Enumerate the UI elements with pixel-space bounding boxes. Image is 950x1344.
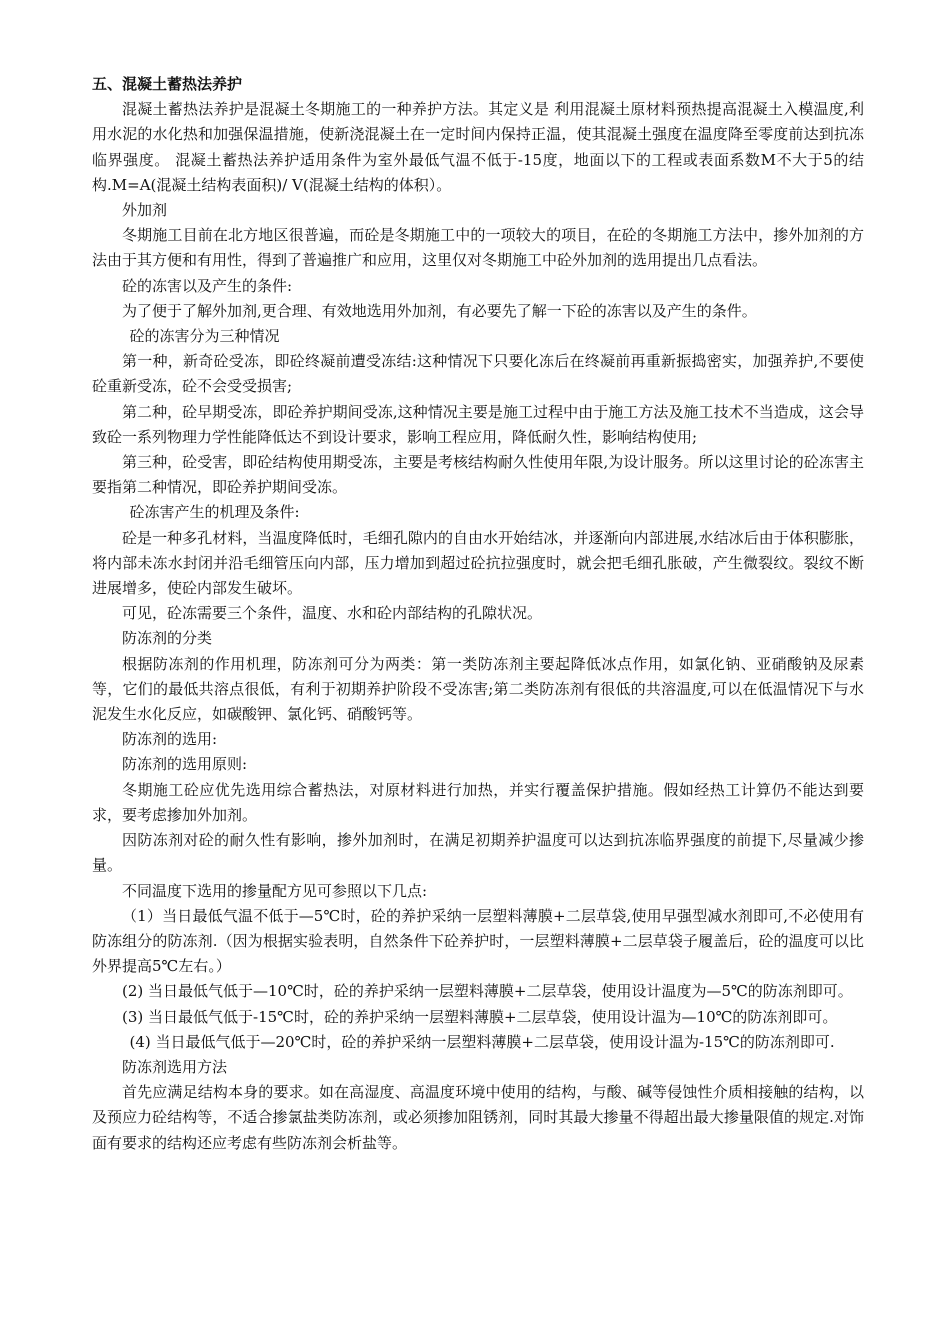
subheading-selection-principle: 防冻剂的选用原则: — [122, 755, 248, 774]
subheading-three-cases: 砼的冻害分为三种情况 — [129, 327, 280, 346]
list-item-3: (3) 当日最低气低于-15℃时，砼的养护采纳一层塑料薄膜+二层草袋，使用设计温为—10℃的防冻剂即可。 — [122, 1007, 838, 1026]
paragraph-winter-construction: 冬期施工目前在北方地区很普遍，而砼是冬期施工中的一项较大的项目，在砼的冬期施工方法中，掺外加剂的方法由于其方便和有用性，得到了普遍推广和应用，这里仅对冬期施工中砼外加剂的选用提出几点看法。 — [92, 226, 864, 270]
paragraph-case-two: 第二种，砼早期受冻，即砼养护期间受冻,这种情况主要是施工过程中由于施工方法及施工技术不当造成，这会导致砼一系列物理力学性能降低达不到设计要求，影响工程应用，降低耐久性，影响结构使用; — [92, 402, 864, 446]
document-page — [92, 72, 864, 1156]
paragraph-classification: 根据防冻剂的作用机理，防冻剂可分为两类：第一类防冻剂主要起降低冰点作用，如氯化钠、亚硝酸钠及尿素等，它们的最低共溶点很低，有利于初期养护阶段不受冻害;第二类防冻剂有很低的共溶温度,可以在低温情况下与水泥发生水化反应，如碳酸钾、氯化钙、硝酸钙等。 — [92, 654, 864, 724]
paragraph-frost-damage-intro: 为了便于了解外加剂,更合理、有效地选用外加剂，有必要先了解一下砼的冻害以及产生的条件。 — [122, 301, 757, 320]
paragraph-selection-method: 首先应满足结构本身的要求。如在高湿度、高温度环境中使用的结构，与酸、碱等侵蚀性介质相接触的结构，以及预应力砼结构等，不适合掺氯盐类防冻剂，或必须掺加阻锈剂，同时其最大掺量不得超出最大掺量限值的规定.对饰面有要求的结构还应考虑有些防冻剂会析盐等。 — [92, 1083, 864, 1152]
paragraph-dosage-intro: 不同温度下选用的掺量配方见可参照以下几点: — [122, 881, 428, 900]
list-item-4: (4) 当日最低气低于—20℃时，砼的养护采纳一层塑料薄膜+二层草袋，使用设计温为-15℃的防冻剂即可. — [129, 1032, 835, 1051]
paragraph-case-three: 第三种，砼受害，即砼结构使用期受冻，主要是考核结构耐久性使用年限,为设计服务。所以这里讨论的砼冻害主要指第二种情况，即砼养护期间受冻。 — [92, 453, 864, 497]
paragraph-three-conditions: 可见，砼冻需要三个条件，温度、水和砼内部结构的孔隙状况。 — [122, 604, 543, 623]
subheading-frost-damage: 砼的冻害以及产生的条件: — [122, 276, 293, 295]
paragraph-mechanism: 砼是一种多孔材料，当温度降低时，毛细孔隙内的自由水开始结冰，并逐渐向内部进展,水结冰后由于体积膨胀，将内部未冻水封闭并沿毛细管压向内部，压力增加到超过砼抗拉强度时，就会把毛细孔胀破，产生微裂纹。裂纹不断进展增多，使砼内部发生破坏。 — [92, 528, 864, 598]
subheading-selection: 防冻剂的选用: — [122, 730, 218, 749]
subheading-mechanism: 砼冻害产生的机理及条件: — [129, 503, 300, 522]
paragraph-case-one: 第一种，新奇砼受冻，即砼终凝前遭受冻结:这种情况下只要化冻后在终凝前再重新振捣密实，加强养护,不要使砼重新受冻，砼不会受受损害; — [92, 352, 864, 396]
subheading-selection-method: 防冻剂选用方法 — [122, 1057, 228, 1076]
paragraph-definition: 混凝土蓄热法养护是混凝土冬期施工的一种养护方法。其定义是 利用混凝土原材料预热提高混凝土入模温度,利用水泥的水化热和加强保温措施，使新浇混凝土在一定时间内保持正温，使其混凝土强度在温度降至零度前达到抗冻临界强度。 混凝土蓄热法养护适用条件为室外最低气温不低于-15度，地面以下的工程或表面系数M不大于5的结构.M=A(混凝土结构表面积)/ V(混凝土结构的体积）。 — [92, 100, 864, 194]
list-item-2: (2) 当日最低气低于—10℃时，砼的养护采纳一层塑料薄膜+二层草袋，使用设计温度为—5℃的防冻剂即可。 — [122, 982, 853, 1001]
section-title: 五、混凝土蓄热法养护 — [92, 75, 243, 93]
paragraph-principle-one: 冬期施工砼应优先选用综合蓄热法，对原材料进行加热，并实行覆盖保护措施。假如经热工计算仍不能达到要求，要考虑掺加外加剂。 — [92, 780, 864, 824]
subheading-admixture: 外加剂 — [122, 201, 168, 220]
subheading-classification: 防冻剂的分类 — [122, 629, 213, 648]
paragraph-principle-two: 因防冻剂对砼的耐久性有影响，掺外加剂时，在满足初期养护温度可以达到抗冻临界强度的前提下,尽量减少掺量。 — [92, 831, 864, 875]
list-item-1: （1）当日最低气温不低于—5℃时，砼的养护采纳一层塑料薄膜+二层草袋,使用早强型减水剂即可,不必使用有防冻组分的防冻剂.（因为根据实验表明，自然条件下砼养护时，一层塑料薄膜+二层草袋子履盖后，砼的温度可以比外界提高5℃左右。） — [92, 906, 864, 976]
